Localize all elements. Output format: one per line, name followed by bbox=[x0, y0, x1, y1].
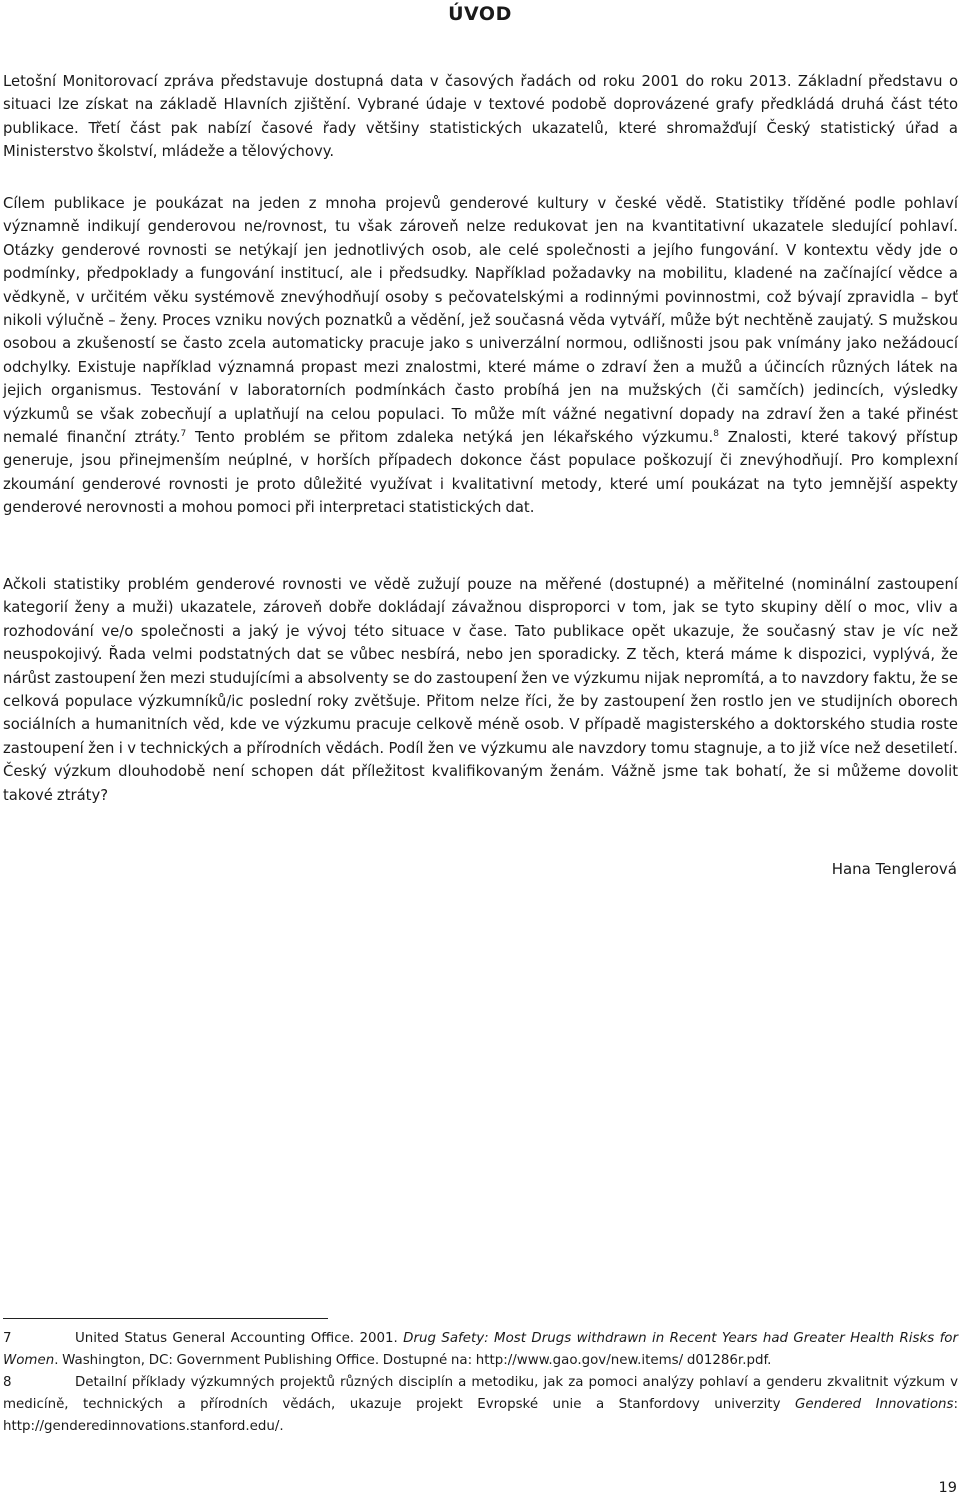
paragraph-text: Letošní Monitorovací zpráva představuje dostupná data v časových řadách od roku 2001 do roku 2013. Základní představu o situaci lze získat na základě Hlavních zjištění. Vybrané údaje v textové podobě doprovázené grafy předkládá druhá část této publikace. Třetí část pak nabízí časové řady většiny statistických ukazatelů, které shromažďují Český statistický úřad a Ministerstvo školství, mládeže a tělovýchovy. bbox=[3, 73, 958, 161]
footnote-text: Detailní příklady výzkumných projektů různých disciplín a metodiku, jak za pomoci analýzy pohlaví a genderu zkvalitnit výzkum v medicíně, technických a přírodních vědách, ukazuje projekt Evropské unie a Stanfordovy univerzity bbox=[3, 1375, 958, 1412]
paragraph-text bbox=[3, 192, 958, 520]
footnote-8 bbox=[3, 1372, 958, 1438]
page-number: 19 bbox=[938, 1480, 957, 1496]
intro-paragraph-3 bbox=[3, 573, 958, 807]
footnote-divider bbox=[3, 1318, 328, 1319]
paragraph-text-part: Cílem publikace je poukázat na jeden z mnoha projevů genderové kultury v české vědě. Statistiky tříděné podle pohlaví významně indikují genderovou ne/rovnost, tu však zároveň nelze redukovat jen na kvantitativní ukazatele sledující pohlaví. Otázky genderové rovnosti se netýkají jen jednotlivých osob, ale celé společnosti a jejího fungování. V kontextu vědy jde o podmínky, předpoklady a fungování institucí, ale i předsudky. Například požadavky na mobilitu, kladené na začínající vědce a vědkyně, v určitém věku systémově znevýhodňují osoby s pečovatelskými a rodinnými povinnostmi, což bývají zpravidla – byť nikoli výlučně – ženy. Proces vzniku nových poznatků a vědění, jež současná věda vytváří, může být nechtěně zaujatý. S mužskou osobou a zkušeností se často zcela automaticky pracuje jako s univerzální normou, odlišnosti jsou pak vnímány jako nežádoucí odchylky. Existuje například významná propast mezi znalostmi, které máme o zdraví žen a mužů a účincích různých látek na jejich organismus. Testování v laboratorních podmínkách často probíhá jen na mužských (či samčích) jedincích, výsledky výzkumů se však zobecňují a uplatňují na celou populaci. To může mít vážné negativní dopady na zdraví žen a také přinést nemalé finanční ztráty. bbox=[3, 195, 958, 447]
page-title: ÚVOD bbox=[448, 3, 512, 25]
footnote-7 bbox=[3, 1328, 958, 1372]
intro-paragraph-2 bbox=[3, 192, 958, 520]
paragraph-text-part: Znalosti, které takový přístup generuje, jsou přinejmenším neúplné, v horších případech dokonce část populace poškozují či znevýhodňují. Pro komplexní zkoumání genderové rovnosti je proto důležité využívat i kvalitativní metody, které umí poukázat na tyto jemnější aspekty genderové nerovnosti a mohou pomoci při interpretaci statistických dat. bbox=[3, 429, 958, 517]
footnote-text: : http://genderedinnovations.stanford.edu/. bbox=[3, 1397, 958, 1434]
paragraph-text: Ačkoli statistiky problém genderové rovnosti ve vědě zužují pouze na měřené (dostupné) a měřitelné (nominální zastoupení kategorií ženy a muži) ukazatele, zároveň dobře dokládají závažnou disproporci v tom, jak se tyto skupiny dělí o moc, vliv a rozhodování ve/o společnosti a jaký je vývoj této situace v čase. Tato publikace opět ukazuje, že současný stav je víc než neuspokojivý. Řada velmi podstatných dat se vůbec nesbírá, nebo jen sporadicky. Z těch, která máme k dispozici, vyplývá, že nárůst zastoupení žen mezi studujícími a absolventy se do zastoupení žen ve výzkumu nijak nepromítá, a to navzdory faktu, že se celková populace výzkumníků/ic poslední roky zvětšuje. Přitom nelze říci, že by zastoupení žen rostlo jen ve studijních oborech sociálních a humanitních věd, kde ve výzkumu pracuje celkově méně osob. V případě magisterského a doktorského studia roste zastoupení žen i v technických a přírodních vědách. Podíl žen ve výzkumu ale navzdory tomu stagnuje, a to již více než desetiletí. Český výzkum dlouhodobě není schopen dát příležitost kvalifikovaným ženám. Vážně jsme tak bohatí, že si můžeme dovolit takové ztráty? bbox=[3, 576, 958, 804]
footnote-text: . Washington, DC: Government Publishing Office. Dostupné na: http://www.gao.gov/new.items/ d01286r.pdf. bbox=[54, 1353, 772, 1368]
paragraph-text-part: Tento problém se přitom zdaleka netýká jen lékařského výzkumu. bbox=[186, 429, 714, 447]
footnote-text: United Status General Accounting Office. 2001. bbox=[75, 1331, 404, 1346]
footnote-title: Gendered Innovations bbox=[795, 1397, 954, 1412]
intro-paragraph-1 bbox=[3, 70, 958, 164]
author-signature: Hana Tenglerová bbox=[831, 860, 957, 878]
footnote-ref-8[interactable]: 8 bbox=[713, 429, 719, 440]
footnotes bbox=[3, 1328, 958, 1438]
footnote-title: Drug Safety: Most Drugs withdrawn in Recent Years had Greater Health Risks for Women bbox=[3, 1331, 958, 1368]
footnote-ref-7[interactable]: 7 bbox=[180, 429, 187, 440]
footnote-number: 8 bbox=[3, 1375, 12, 1390]
footnote-number: 7 bbox=[3, 1331, 12, 1346]
